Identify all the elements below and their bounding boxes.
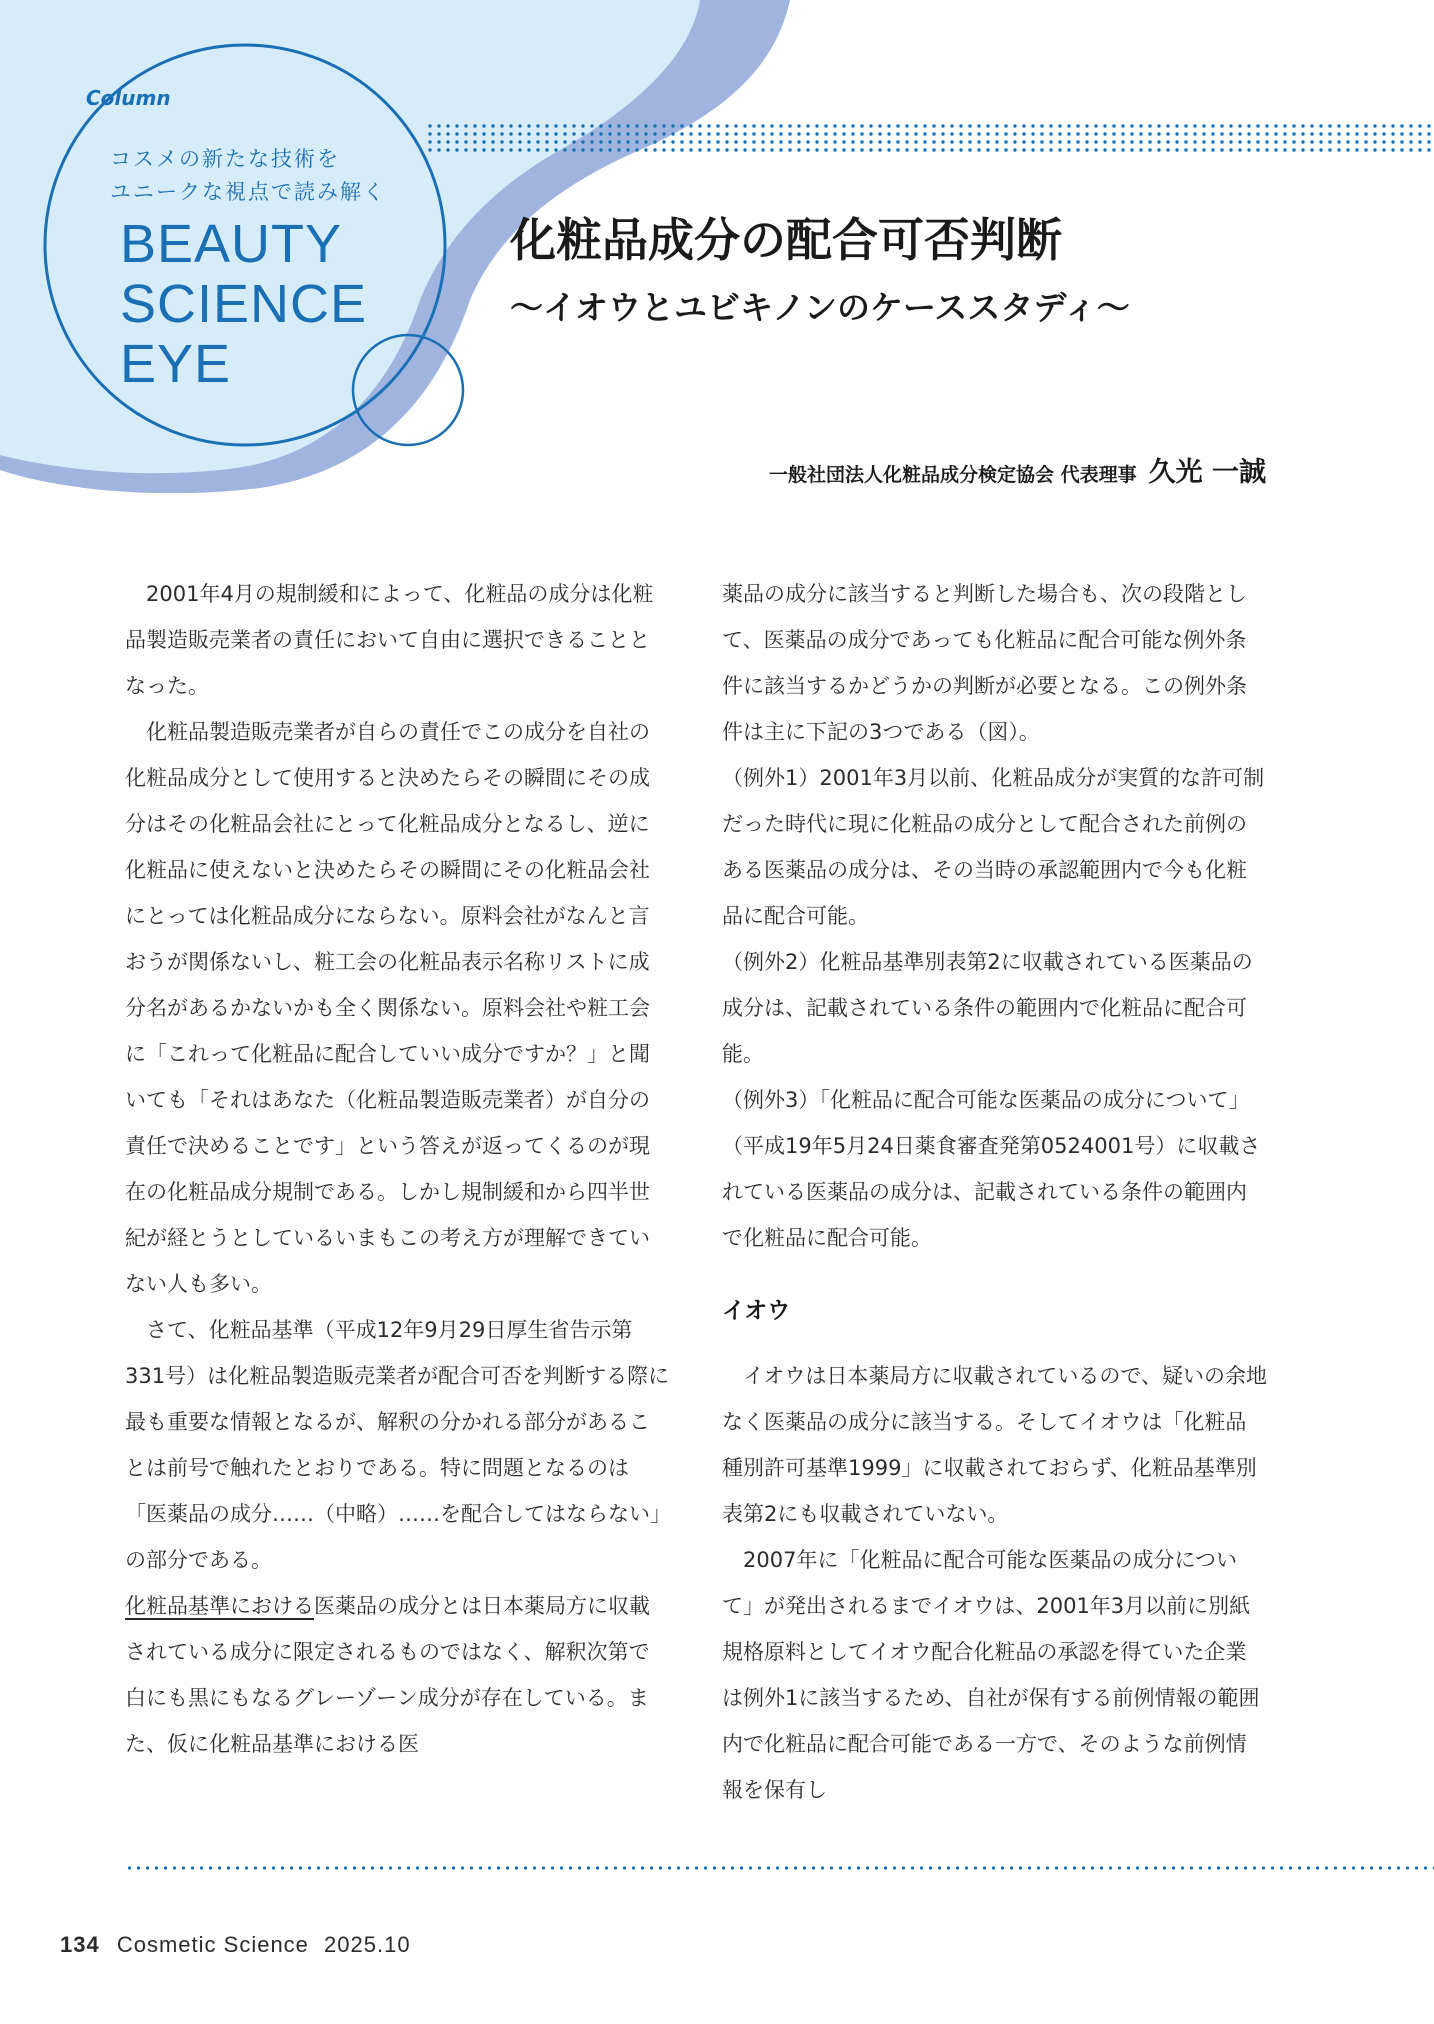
- exception-3: （例外3）「化粧品に配合可能な医薬品の成分について」（平成19年5月24日薬食審査発第0524001号）に収載されている医薬品の成分は、記載されている条件の範囲内で化粧品に配合可能。: [722, 1088, 1261, 1250]
- text-column-left: [125, 571, 670, 1767]
- author-line: [769, 450, 1266, 489]
- issue-date: 2025.10: [324, 1932, 411, 1957]
- paragraph: 2001年4月の規制緩和によって、化粧品の成分は化粧品製造販売業者の責任において自由に選択できることとなった。: [125, 582, 654, 698]
- brand-title: [120, 214, 420, 394]
- text-column-right: [722, 571, 1267, 1813]
- paragraph: 薬品の成分に該当すると判断した場合も、次の段階として、医薬品の成分であっても化粧品に配合可能な例外条件に該当するかどうかの判断が必要となる。この例外条件は主に下記の3つである（図）。: [722, 582, 1247, 744]
- tagline-line-2: ユニークな視点で読み解く: [110, 180, 386, 204]
- column-label: Column: [86, 86, 171, 110]
- article-subtitle: 〜イオウとユビキノンのケーススタディ〜: [510, 288, 1130, 327]
- underlined-phrase: 化粧品基準における: [125, 1594, 314, 1618]
- paragraph: イオウは日本薬局方に収載されているので、疑いの余地なく医薬品の成分に該当する。そしてイオウは「化粧品種別許可基準1999」に収載されておらず、化粧品基準別表第2にも収載されていない。: [722, 1364, 1267, 1526]
- author-org: 一般社団法人化粧品成分検定協会 代表理事: [768, 464, 1137, 486]
- article-title: 化粧品成分の配合可否判断: [510, 213, 1062, 267]
- paragraph: 2007年に「化粧品に配合可能な医薬品の成分について」が発出されるまでイオウは、2001年3月以前に別紙規格原料としてイオウ配合化粧品の承認を得ていた企業は例外1に該当するため、自社が保有する前例情報の範囲内で化粧品に配合可能である一方で、そのような前例情報を保有し: [722, 1548, 1260, 1802]
- page-number: 134: [60, 1932, 100, 1957]
- paragraph: 化粧品製造販売業者が自らの責任でこの成分を自社の化粧品成分として使用すると決めたらその瞬間にその成分はその化粧品会社にとって化粧品成分となるし、逆に化粧品に使えないと決めたらその瞬間にその化粧品会社にとっては化粧品成分にならない。原料会社がなんと言おうが関係ないし、粧工会の化粧品表示名称リストに成分名があるかないかも全く関係ない。原料会社や粧工会に「これって化粧品に配合していい成分ですか？」と聞いても「それはあなた（化粧品製造販売業者）が自分の責任で決めることです」という答えが返ってくるのが現在の化粧品成分規制である。しかし規制緩和から四半世紀が経とうとしているいまもこの考え方が理解できていない人も多い。: [125, 720, 650, 1296]
- section-heading: イオウ: [722, 1298, 791, 1324]
- magazine-name: Cosmetic Science: [116, 1932, 309, 1957]
- paragraph-text: 医薬品の成分とは日本薬局方に収載されている成分に限定されるものではなく、解釈次第で白にも黒にもなるグレーゾーン成分が存在している。また、仮に化粧品基準における医: [125, 1594, 650, 1756]
- brand-line-2: SCIENCE: [120, 274, 368, 334]
- brand-line-3: EYE: [120, 334, 232, 394]
- author-name: 久光 一誠: [1148, 457, 1266, 488]
- brand-line-1: BEAUTY: [120, 214, 343, 274]
- paragraph-continued: [125, 1583, 670, 1767]
- footer-divider: [125, 1866, 1434, 1870]
- page-footer: [60, 1932, 411, 1958]
- exception-2: （例外2）化粧品基準別表第2に収載されている医薬品の成分は、記載されている条件の範囲内で化粧品に配合可能。: [722, 950, 1253, 1066]
- paragraph: さて、化粧品基準（平成12年9月29日厚生省告示第331号）は化粧品製造販売業者が配合可否を判断する際に最も重要な情報となるが、解釈の分かれる部分があることは前号で触れたとおりである。特に問題となるのは「医薬品の成分……（中略）……を配合してはならない」の部分である。: [125, 1318, 670, 1572]
- tagline: [110, 143, 410, 209]
- exception-1: （例外1）2001年3月以前、化粧品成分が実質的な許可制だった時代に現に化粧品の成分として配合された前例のある医薬品の成分は、その当時の承認範囲内で今も化粧品に配合可能。: [722, 766, 1265, 928]
- tagline-line-1: コスメの新たな技術を: [110, 147, 340, 171]
